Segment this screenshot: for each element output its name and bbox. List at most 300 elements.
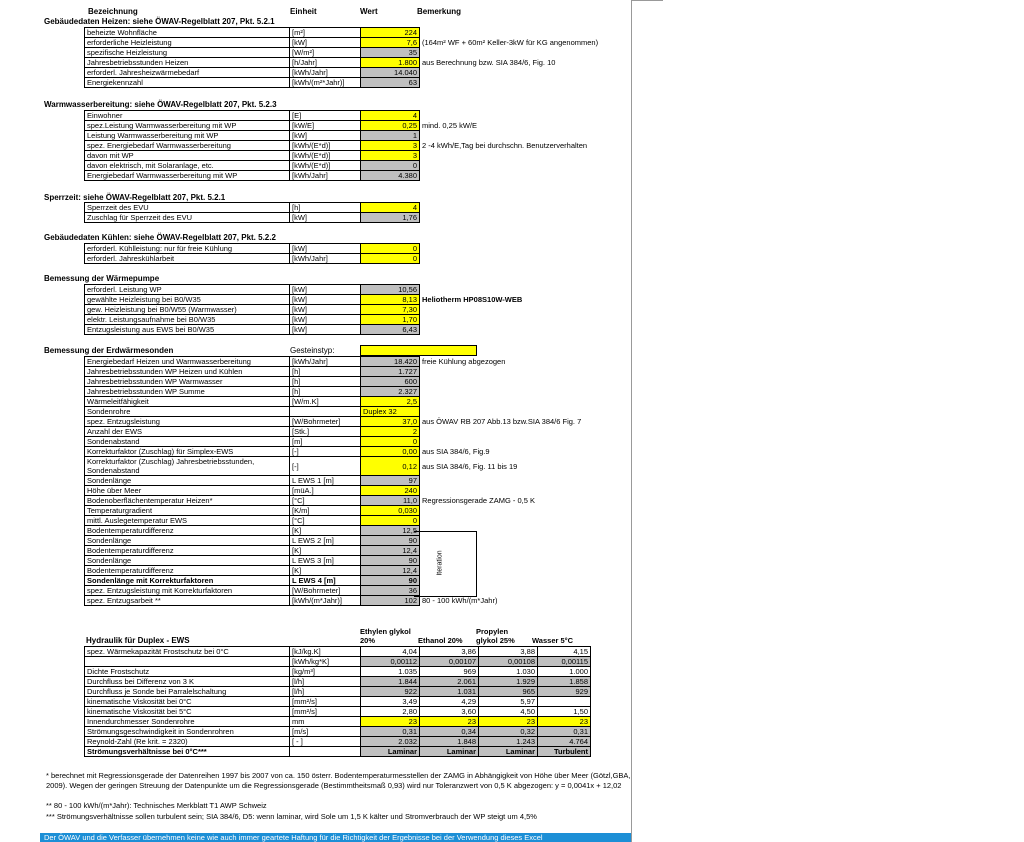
row-remark: [420, 305, 625, 315]
row-value: 922: [361, 687, 420, 697]
row-remark: [420, 78, 625, 88]
row-value[interactable]: 0: [361, 437, 420, 447]
row-label: Dichte Frostschutz: [85, 667, 290, 677]
row-value: 965: [479, 687, 538, 697]
row-remark: Heliotherm HP08S10W-WEB: [422, 295, 523, 304]
cooling-table: [84, 243, 625, 264]
row-value[interactable]: 0: [361, 244, 420, 254]
row-label: [85, 657, 290, 667]
row-label: Energiebedarf Heizen und Warmwasserbereitung: [85, 357, 290, 367]
row-value[interactable]: 23: [420, 717, 479, 727]
table-row: [85, 536, 625, 546]
row-value: 4.380: [361, 171, 420, 181]
row-label: Energiekennzahl: [85, 78, 290, 88]
row-value: 1.727: [361, 367, 420, 377]
row-remark: aus ÖWAV RB 207 Abb.13 bzw.SIA 384/6 Fig. 7: [422, 417, 582, 426]
row-value: 1.000: [538, 667, 591, 677]
table-row: [85, 647, 591, 657]
row-value[interactable]: 224: [361, 28, 420, 38]
row-remark: aus SIA 384/6, Fig.9: [422, 447, 490, 456]
row-value: Laminar: [361, 747, 420, 757]
row-value[interactable]: 2,5: [361, 397, 420, 407]
col-header-label: Bezeichnung: [88, 7, 138, 16]
table-row: [85, 367, 625, 377]
row-label: spez. Entzugsleistung mit Korrekturfaktoren: [85, 586, 290, 596]
row-unit: [ - ]: [290, 737, 361, 747]
row-label: gew. Heizleistung bei B0/W55 (Warmwasser): [85, 305, 290, 315]
row-remark: [420, 315, 625, 325]
section-title-lock: Sperrzeit: siehe ÖWAV-Regelblatt 207, Pkt. 5.2.1: [44, 193, 226, 202]
row-value: 1.858: [538, 677, 591, 687]
row-value: 1.243: [479, 737, 538, 747]
row-value: Laminar: [479, 747, 538, 757]
row-unit: [kW]: [290, 295, 361, 305]
row-value[interactable]: 23: [538, 717, 591, 727]
row-remark: aus SIA 384/6, Fig. 11 bis 19: [422, 461, 518, 471]
row-value: 102: [361, 596, 420, 606]
table-row: [85, 315, 625, 325]
row-unit: [-]: [290, 447, 361, 457]
row-label: Wärmeleitfähigkeit: [85, 397, 290, 407]
row-value: 35: [361, 48, 420, 58]
row-value: 0,34: [420, 727, 479, 737]
row-unit: [kJ/kg.K]: [290, 647, 361, 657]
section-title-cooling: Gebäudedaten Kühlen: siehe ÖWAV-Regelblatt 207, Pkt. 5.2.2: [44, 233, 276, 242]
row-label: Jahresbetriebsstunden Heizen: [85, 58, 290, 68]
row-remark: aus Berechnung bzw. SIA 384/6, Fig. 10: [422, 58, 556, 67]
row-value: 969: [420, 667, 479, 677]
row-unit: [K]: [290, 546, 361, 556]
col-head-ethanol: Ethanol 20%: [418, 636, 463, 645]
row-remark: [420, 397, 625, 407]
row-remark: [420, 213, 625, 223]
row-unit: [Stk.]: [290, 427, 361, 437]
row-unit: [K]: [290, 566, 361, 576]
table-row: [85, 28, 625, 38]
table-row: [85, 717, 591, 727]
row-remark: [420, 68, 625, 78]
table-row: [85, 171, 625, 181]
table-row: [85, 586, 625, 596]
row-label: kinematische Viskosität bei 0°C: [85, 697, 290, 707]
row-unit: [h]: [290, 203, 361, 213]
section-title-heatpump: Bemessung der Wärmepumpe: [44, 274, 160, 283]
table-row: [85, 121, 625, 131]
row-remark: [420, 151, 625, 161]
table-row: [85, 48, 625, 58]
row-value: 2,80: [361, 707, 420, 717]
row-label: Sondenlänge: [85, 476, 290, 486]
row-value: 4.764: [538, 737, 591, 747]
row-unit: [h]: [290, 387, 361, 397]
row-remark: [420, 387, 625, 397]
row-value: 0,31: [361, 727, 420, 737]
row-label: spez. Wärmekapazität Frostschutz bei 0°C: [85, 647, 290, 657]
row-value[interactable]: 0: [361, 516, 420, 526]
row-remark: Regressionsgerade ZAMG - 0,5 K: [422, 496, 535, 505]
section-title-water: Warmwasserbereitung: siehe ÖWAV-Regelblatt 207, Pkt. 5.2.3: [44, 100, 277, 109]
page-border-top: [631, 0, 663, 1]
row-value: 0,00115: [538, 657, 591, 667]
row-value: 4,50: [479, 707, 538, 717]
table-row: [85, 38, 625, 48]
col-head-water: Wasser 5°C: [532, 636, 574, 645]
row-value: 0,00108: [479, 657, 538, 667]
row-value[interactable]: 7,6: [361, 38, 420, 48]
row-unit: [m²]: [290, 28, 361, 38]
row-label: Innendurchmesser Sondenrohre: [85, 717, 290, 727]
lock-table: [84, 202, 625, 223]
row-unit: [W/m.K]: [290, 397, 361, 407]
table-row: [85, 387, 625, 397]
row-label: Sondenlänge mit Korrekturfaktoren: [85, 576, 290, 586]
row-label: Bodentemperaturdifferenz: [85, 566, 290, 576]
row-label: spezifische Heizleistung: [85, 48, 290, 58]
row-unit: [kWh/(m²*Jahr)]: [290, 78, 361, 88]
row-value: 600: [361, 377, 420, 387]
row-unit: [mm²/s]: [290, 697, 361, 707]
row-value[interactable]: 23: [479, 717, 538, 727]
row-unit: [kWh/(E*d)]: [290, 151, 361, 161]
row-label: Leistung Warmwasserbereitung mit WP: [85, 131, 290, 141]
row-unit: [h]: [290, 377, 361, 387]
row-value: 1.035: [361, 667, 420, 677]
table-row: [85, 437, 625, 447]
row-remark: [420, 427, 625, 437]
row-label: Reynold-Zahl (Re krit. = 2320): [85, 737, 290, 747]
row-value: 14.040: [361, 68, 420, 78]
row-remark: [420, 367, 625, 377]
table-row: [85, 325, 625, 335]
row-label: Strömungsgeschwindigkeit in Sondenrohren: [85, 727, 290, 737]
row-remark: [420, 476, 625, 486]
table-row: [85, 526, 625, 536]
row-unit: [h/Jahr]: [290, 58, 361, 68]
row-label: spez. Entzugsleistung: [85, 417, 290, 427]
col-header-unit: Einheit: [290, 7, 317, 16]
table-row: [85, 697, 591, 707]
row-label: Bodenoberflächentemperatur Heizen*: [85, 496, 290, 506]
row-remark: [420, 407, 625, 417]
table-row: [85, 727, 591, 737]
table-row: [85, 657, 591, 667]
row-label: erforderliche Heizleistung: [85, 38, 290, 48]
row-value: 929: [538, 687, 591, 697]
row-value: 1.031: [420, 687, 479, 697]
row-label: davon mit WP: [85, 151, 290, 161]
row-unit: [kW]: [290, 38, 361, 48]
row-unit: [kW/E]: [290, 121, 361, 131]
row-value: 2.061: [420, 677, 479, 687]
row-value[interactable]: 7,30: [361, 305, 420, 315]
row-value: 10,56: [361, 285, 420, 295]
table-row: [85, 566, 625, 576]
row-remark: [420, 28, 625, 38]
row-value[interactable]: 2: [361, 427, 420, 437]
row-unit: [K]: [290, 526, 361, 536]
row-label: Temperaturgradient: [85, 506, 290, 516]
row-unit: [kW]: [290, 325, 361, 335]
table-row: [85, 687, 591, 697]
table-row: [85, 596, 625, 606]
table-row: [85, 667, 591, 677]
row-value: 63: [361, 78, 420, 88]
col-head-ethylene: Ethylen glykol 20%: [360, 627, 411, 645]
row-value[interactable]: 4: [361, 203, 420, 213]
row-unit: [W/m²]: [290, 48, 361, 58]
row-value: 3,88: [479, 647, 538, 657]
row-unit: [kWh/(E*d)]: [290, 161, 361, 171]
row-value[interactable]: 37,0: [361, 417, 420, 427]
row-value[interactable]: 0,030: [361, 506, 420, 516]
table-row: [85, 407, 625, 417]
row-value: 1: [361, 131, 420, 141]
row-value: 6,43: [361, 325, 420, 335]
row-unit: L EWS 4 [m]: [290, 576, 361, 586]
section-title-probes: Bemessung der Erdwärmesonden: [44, 346, 174, 355]
row-label: spez. Energiebedarf Warmwasserbereitung: [85, 141, 290, 151]
iteration-label: Iteration: [436, 550, 444, 576]
row-label: elektr. Leistungsaufnahme bei B0/W35: [85, 315, 290, 325]
row-value: 90: [361, 576, 420, 586]
row-label: Jahresbetriebsstunden WP Summe: [85, 387, 290, 397]
table-row: [85, 111, 625, 121]
row-unit: [°C]: [290, 516, 361, 526]
row-value: 90: [361, 536, 420, 546]
row-value: 11,0: [361, 496, 420, 506]
table-row: [85, 476, 625, 486]
row-label: beheizte Wohnfläche: [85, 28, 290, 38]
row-unit: [kWh/Jahr]: [290, 171, 361, 181]
row-remark: [420, 254, 625, 264]
table-row: [85, 556, 625, 566]
row-value: 1.030: [479, 667, 538, 677]
table-row: [85, 295, 625, 305]
row-value: 0,00107: [420, 657, 479, 667]
table-row: [85, 707, 591, 717]
row-value[interactable]: 0,25: [361, 121, 420, 131]
table-row: [85, 203, 625, 213]
row-remark: (164m² WF + 60m² Keller-3kW für KG angenommen): [422, 38, 599, 47]
footnote-2: ** 80 - 100 kWh/(m*Jahr): Technisches Merkblatt T1 AWP Schweiz: [46, 801, 267, 810]
row-value: 4,04: [361, 647, 420, 657]
row-unit: [mm²/s]: [290, 707, 361, 717]
row-value: 3,60: [420, 707, 479, 717]
row-label: Höhe über Meer: [85, 486, 290, 496]
table-row: [85, 447, 625, 457]
row-label: Sondenrohre: [85, 407, 290, 417]
row-value[interactable]: 0,12: [361, 457, 420, 476]
table-row: [85, 131, 625, 141]
row-remark: freie Kühlung abgezogen: [422, 357, 506, 366]
row-value: 90: [361, 556, 420, 566]
row-remark: [420, 377, 625, 387]
row-remark: [420, 48, 625, 58]
row-unit: [°C]: [290, 496, 361, 506]
row-unit: [kWh/Jahr]: [290, 357, 361, 367]
row-value: 4,29: [420, 697, 479, 707]
row-unit: [m]: [290, 437, 361, 447]
row-label: Anzahl der EWS: [85, 427, 290, 437]
table-row: [85, 486, 625, 496]
row-label: Sondenabstand: [85, 437, 290, 447]
row-value: 97: [361, 476, 420, 486]
row-label: Sperrzeit des EVU: [85, 203, 290, 213]
table-row: [85, 737, 591, 747]
row-value: 1.848: [420, 737, 479, 747]
row-label: Korrekturfaktor (Zuschlag) Jahresbetriebsstunden, Sondenabstand: [85, 457, 290, 476]
row-label: Durchfluss bei Differenz von 3 K: [85, 677, 290, 687]
row-value[interactable]: 8,13: [361, 295, 420, 305]
row-remark: [420, 437, 625, 447]
row-value: 0: [361, 161, 420, 171]
row-value: 0,00112: [361, 657, 420, 667]
row-label: erforderl. Leistung WP: [85, 285, 290, 295]
row-remark: [420, 516, 625, 526]
row-remark: [420, 244, 625, 254]
row-unit: [290, 747, 361, 757]
row-value: Duplex 32: [361, 407, 420, 417]
row-label: kinematische Viskosität bei 5°C: [85, 707, 290, 717]
heatpump-table: [84, 284, 625, 335]
row-unit: [kW]: [290, 285, 361, 295]
row-unit: L EWS 1 [m]: [290, 476, 361, 486]
row-label: Korrekturfaktor (Zuschlag) für Simplex-EWS: [85, 447, 290, 457]
disclaimer-banner: Der ÖWAV und die Verfasser übernehmen keine wie auch immer geartete Haftung für die Richtigkeit der Ergebnisse bei der Verwendung dieses Excel: [40, 833, 631, 842]
row-unit: [kW]: [290, 315, 361, 325]
row-remark: 80 - 100 kWh/(m*Jahr): [422, 596, 498, 605]
row-label: Durchfluss je Sonde bei Parralelschaltung: [85, 687, 290, 697]
table-row: [85, 417, 625, 427]
row-value[interactable]: 1,70: [361, 315, 420, 325]
table-row: [85, 397, 625, 407]
table-row: [85, 357, 625, 367]
row-value[interactable]: 3: [361, 141, 420, 151]
row-label: Energiebedarf Warmwasserbereitung mit WP: [85, 171, 290, 181]
row-label: spez.Leistung Warmwasserbereitung mit WP: [85, 121, 290, 131]
table-row: [85, 151, 625, 161]
row-remark: [420, 486, 625, 496]
table-row: [85, 78, 625, 88]
row-remark: mind. 0,25 kW/E: [422, 121, 478, 130]
table-row: [85, 506, 625, 516]
row-label: Bodentemperaturdifferenz: [85, 526, 290, 536]
row-label: erforderl. Kühlleistung: nur für freie Kühlung: [85, 244, 290, 254]
probes-table: [84, 356, 625, 606]
row-unit: [kW]: [290, 244, 361, 254]
table-row: [85, 58, 625, 68]
row-remark: [420, 171, 625, 181]
row-value[interactable]: 240: [361, 486, 420, 496]
row-label: erforderl. Jahresheizwärmebedarf: [85, 68, 290, 78]
row-unit: [kW]: [290, 131, 361, 141]
row-value: Laminar: [420, 747, 479, 757]
row-remark: [420, 203, 625, 213]
row-value: 12,5: [361, 526, 420, 536]
table-row: [85, 141, 625, 151]
row-value: 1.844: [361, 677, 420, 687]
row-label: Entzugsleistung aus EWS bei B0/W35: [85, 325, 290, 335]
row-value: 36: [361, 586, 420, 596]
row-value: 3,49: [361, 697, 420, 707]
row-remark: [420, 161, 625, 171]
row-unit: [kW]: [290, 305, 361, 315]
row-unit: [müA.]: [290, 486, 361, 496]
row-label: davon elektrisch, mit Solaranlage, etc.: [85, 161, 290, 171]
row-value: 0,31: [538, 727, 591, 737]
row-unit: [kWh/(E*d)]: [290, 141, 361, 151]
row-unit: [kWh/(m*Jahr)]: [290, 596, 361, 606]
row-unit: [l/h]: [290, 687, 361, 697]
table-row: [85, 377, 625, 387]
table-row: [85, 747, 591, 757]
row-value[interactable]: 0,00: [361, 447, 420, 457]
rock-type-label: Gesteinstyp:: [290, 346, 335, 355]
row-unit: L EWS 2 [m]: [290, 536, 361, 546]
row-remark: [420, 111, 625, 121]
row-unit: [-]: [290, 457, 361, 476]
table-row: [85, 68, 625, 78]
row-value[interactable]: 3: [361, 151, 420, 161]
table-row: [85, 244, 625, 254]
table-row: [85, 213, 625, 223]
row-remark: [420, 131, 625, 141]
table-row: [85, 427, 625, 437]
row-value: Turbulent: [538, 747, 591, 757]
row-value[interactable]: 0: [361, 254, 420, 264]
row-value: 18.420: [361, 357, 420, 367]
row-label: Jahresbetriebsstunden WP Heizen und Kühlen: [85, 367, 290, 377]
row-value: 2.032: [361, 737, 420, 747]
row-label: Sondenlänge: [85, 556, 290, 566]
row-label: Sondenlänge: [85, 536, 290, 546]
heating-table: [84, 27, 625, 88]
row-unit: [290, 407, 361, 417]
row-label: erforderl. Jahreskühlarbeit: [85, 254, 290, 264]
table-row: [85, 285, 625, 295]
row-value[interactable]: 23: [361, 717, 420, 727]
row-value: 1,76: [361, 213, 420, 223]
col-header-remark: Bemerkung: [417, 7, 462, 16]
row-value: 4,15: [538, 647, 591, 657]
rock-type-input[interactable]: [360, 345, 477, 356]
row-label: spez. Entzugsarbeit **: [85, 596, 290, 606]
row-label: gewählte Heizleistung bei B0/W35: [85, 295, 290, 305]
table-row: [85, 496, 625, 506]
row-value: 12,4: [361, 546, 420, 556]
row-value: [538, 697, 591, 707]
hydraulics-table: [84, 646, 591, 757]
row-remark: [420, 325, 625, 335]
page-border-right: [631, 0, 632, 842]
row-remark: [420, 285, 625, 295]
table-row: [85, 516, 625, 526]
row-remark: [420, 506, 625, 516]
row-unit: mm: [290, 717, 361, 727]
row-unit: [l/h]: [290, 677, 361, 687]
row-unit: [kg/m³]: [290, 667, 361, 677]
row-label: Jahresbetriebsstunden WP Warmwasser: [85, 377, 290, 387]
row-unit: [W/Bohrmeter]: [290, 417, 361, 427]
row-value: 1.929: [479, 677, 538, 687]
section-title-heating: Gebäudedaten Heizen: siehe ÖWAV-Regelblatt 207, Pkt. 5.2.1: [44, 17, 275, 26]
row-value[interactable]: 1.800: [361, 58, 420, 68]
row-value[interactable]: 4: [361, 111, 420, 121]
row-value: 5,97: [479, 697, 538, 707]
row-value: 2.327: [361, 387, 420, 397]
row-label: Einwohner: [85, 111, 290, 121]
table-row: [85, 576, 625, 586]
